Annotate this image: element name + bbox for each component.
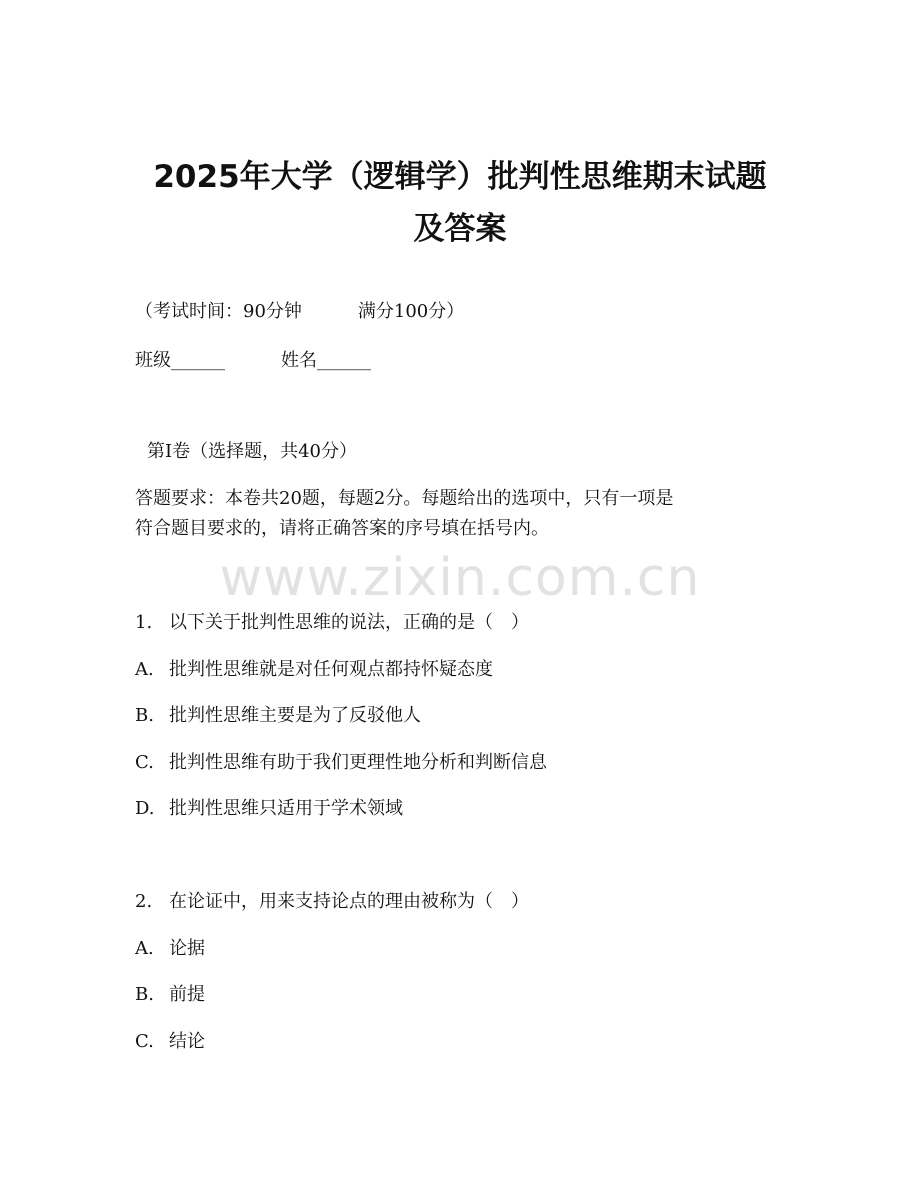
question-text: 在论证中，用来支持论点的理由被称为（ ） bbox=[169, 891, 529, 912]
question-1-option-b bbox=[135, 702, 421, 730]
watermark: www.zixin.com.cn bbox=[219, 548, 701, 608]
instructions-line-2: 符合题目要求的，请将正确答案的序号填在括号内。 bbox=[135, 518, 549, 539]
option-text: 前提 bbox=[169, 984, 205, 1005]
exam-score: 满分100分） bbox=[357, 301, 465, 322]
question-2-option-a bbox=[135, 935, 205, 963]
option-text: 批判性思维有助于我们更理性地分析和判断信息 bbox=[169, 752, 547, 773]
option-letter: B. bbox=[135, 705, 154, 726]
question-1-option-a bbox=[135, 656, 493, 684]
document-title-line-2: 及答案 bbox=[413, 211, 507, 247]
section-heading: 第Ⅰ卷（选择题，共40分） bbox=[147, 441, 358, 462]
option-text: 结论 bbox=[169, 1031, 205, 1052]
exam-time: （考试时间：90分钟 bbox=[135, 301, 302, 322]
question-2-option-c bbox=[135, 1028, 205, 1056]
question-1-stem bbox=[135, 609, 529, 637]
option-letter: D. bbox=[135, 798, 155, 819]
option-letter: C. bbox=[135, 1031, 154, 1052]
class-field: 班级______ bbox=[135, 350, 225, 371]
question-number: 1. bbox=[135, 612, 153, 633]
question-2-option-b bbox=[135, 981, 205, 1009]
instructions-line-1: 答题要求：本卷共20题，每题2分。每题给出的选项中，只有一项是 bbox=[135, 488, 674, 509]
question-1-option-d bbox=[135, 795, 403, 823]
option-text: 批判性思维主要是为了反驳他人 bbox=[169, 705, 421, 726]
name-field: 姓名______ bbox=[281, 350, 371, 371]
option-text: 论据 bbox=[169, 938, 205, 959]
question-text: 以下关于批判性思维的说法，正确的是（ ） bbox=[169, 612, 529, 633]
option-letter: C. bbox=[135, 752, 154, 773]
question-2-stem bbox=[135, 888, 529, 916]
option-letter: A. bbox=[135, 659, 154, 680]
document-title-line-1: 2025年大学（逻辑学）批判性思维期末试题 bbox=[153, 159, 767, 195]
option-letter: B. bbox=[135, 984, 154, 1005]
option-letter: A. bbox=[135, 938, 154, 959]
student-fields bbox=[135, 347, 371, 375]
option-text: 批判性思维只适用于学术领域 bbox=[169, 798, 403, 819]
exam-info bbox=[135, 298, 464, 326]
option-text: 批判性思维就是对任何观点都持怀疑态度 bbox=[169, 659, 493, 680]
question-number: 2. bbox=[135, 891, 153, 912]
question-1-option-c bbox=[135, 749, 547, 777]
